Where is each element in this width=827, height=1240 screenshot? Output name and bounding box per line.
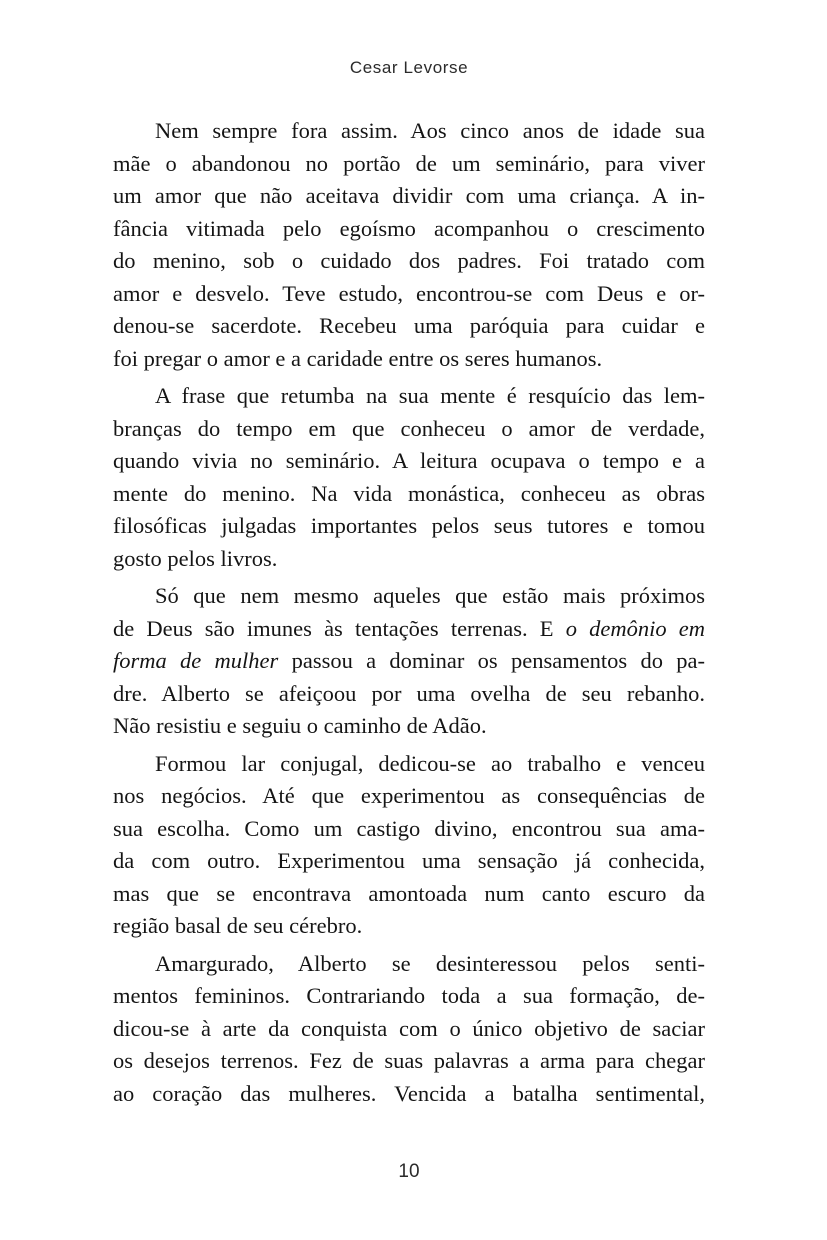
text-line: os desejos terrenos. Fez de suas palavras a arma para chegar xyxy=(113,1048,705,1073)
text-line: foi pregar o amor e a caridade entre os seres humanos. xyxy=(113,345,603,371)
page-number: 10 xyxy=(398,1161,420,1182)
text-line: branças do tempo em que conheceu o amor de verdade, xyxy=(113,415,705,441)
text-line: dicou-se à arte da conquista com o único objetivo de saciar xyxy=(113,1015,705,1041)
paragraph xyxy=(113,948,705,1111)
text-line: sua escolha. Como um castigo divino, encontrou sua ama- xyxy=(113,815,705,841)
text-line: A frase que retumba na sua mente é resquício das lem- xyxy=(155,383,705,408)
text-line: mentos femininos. Contrariando toda a sua formação, de- xyxy=(113,983,705,1008)
text-line: ao coração das mulheres. Vencida a batalha sentimental, xyxy=(113,1080,705,1106)
text-line: gosto pelos livros. xyxy=(113,545,278,571)
text-line: amor e desvelo. Teve estudo, encontrou-se com Deus e or- xyxy=(113,280,705,306)
text-line: um amor que não aceitava dividir com uma criança. A in- xyxy=(113,183,705,208)
paragraph xyxy=(113,115,705,375)
text-line: filosóficas julgadas importantes pelos seus tutores e tomou xyxy=(113,513,705,538)
text-line: da com outro. Experimentou uma sensação já conhecida, xyxy=(113,848,705,873)
body-text xyxy=(113,115,705,1110)
paragraph xyxy=(113,580,705,743)
paragraph xyxy=(113,748,705,943)
text-line: mente do menino. Na vida monástica, conheceu as obras xyxy=(113,480,705,506)
text-line: quando vivia no seminário. A leitura ocupava o tempo e a xyxy=(113,448,705,473)
text-line: fância vitimada pelo egoísmo acompanhou o crescimento xyxy=(113,215,705,241)
text-line: Amargurado, Alberto se desinteressou pelos senti- xyxy=(155,950,705,976)
text-line: do menino, sob o cuidado dos padres. Foi tratado com xyxy=(113,248,705,273)
text-line: denou-se sacerdote. Recebeu uma paróquia para cuidar e xyxy=(113,313,705,338)
text-line: forma de mulher passou a dominar os pensamentos do pa- xyxy=(113,648,705,673)
text-line: de Deus são imunes às tentações terrenas. E o demônio em xyxy=(113,615,705,641)
paragraph xyxy=(113,380,705,575)
text-line: região basal de seu cérebro. xyxy=(113,913,363,938)
text-line: Não resistiu e seguiu o caminho de Adão. xyxy=(113,713,487,738)
text-line: mãe o abandonou no portão de um seminário, para viver xyxy=(113,150,705,176)
text-line: nos negócios. Até que experimentou as consequências de xyxy=(113,783,705,808)
text-line: Nem sempre fora assim. Aos cinco anos de idade sua xyxy=(155,118,705,143)
text-line: Só que nem mesmo aqueles que estão mais próximos xyxy=(155,583,705,608)
running-header: Cesar Levorse xyxy=(349,58,469,77)
text-line: mas que se encontrava amontoada num canto escuro da xyxy=(113,880,705,906)
text-line: Formou lar conjugal, dedicou-se ao trabalho e venceu xyxy=(155,750,705,776)
text-line: dre. Alberto se afeiçoou por uma ovelha de seu rebanho. xyxy=(113,680,705,706)
